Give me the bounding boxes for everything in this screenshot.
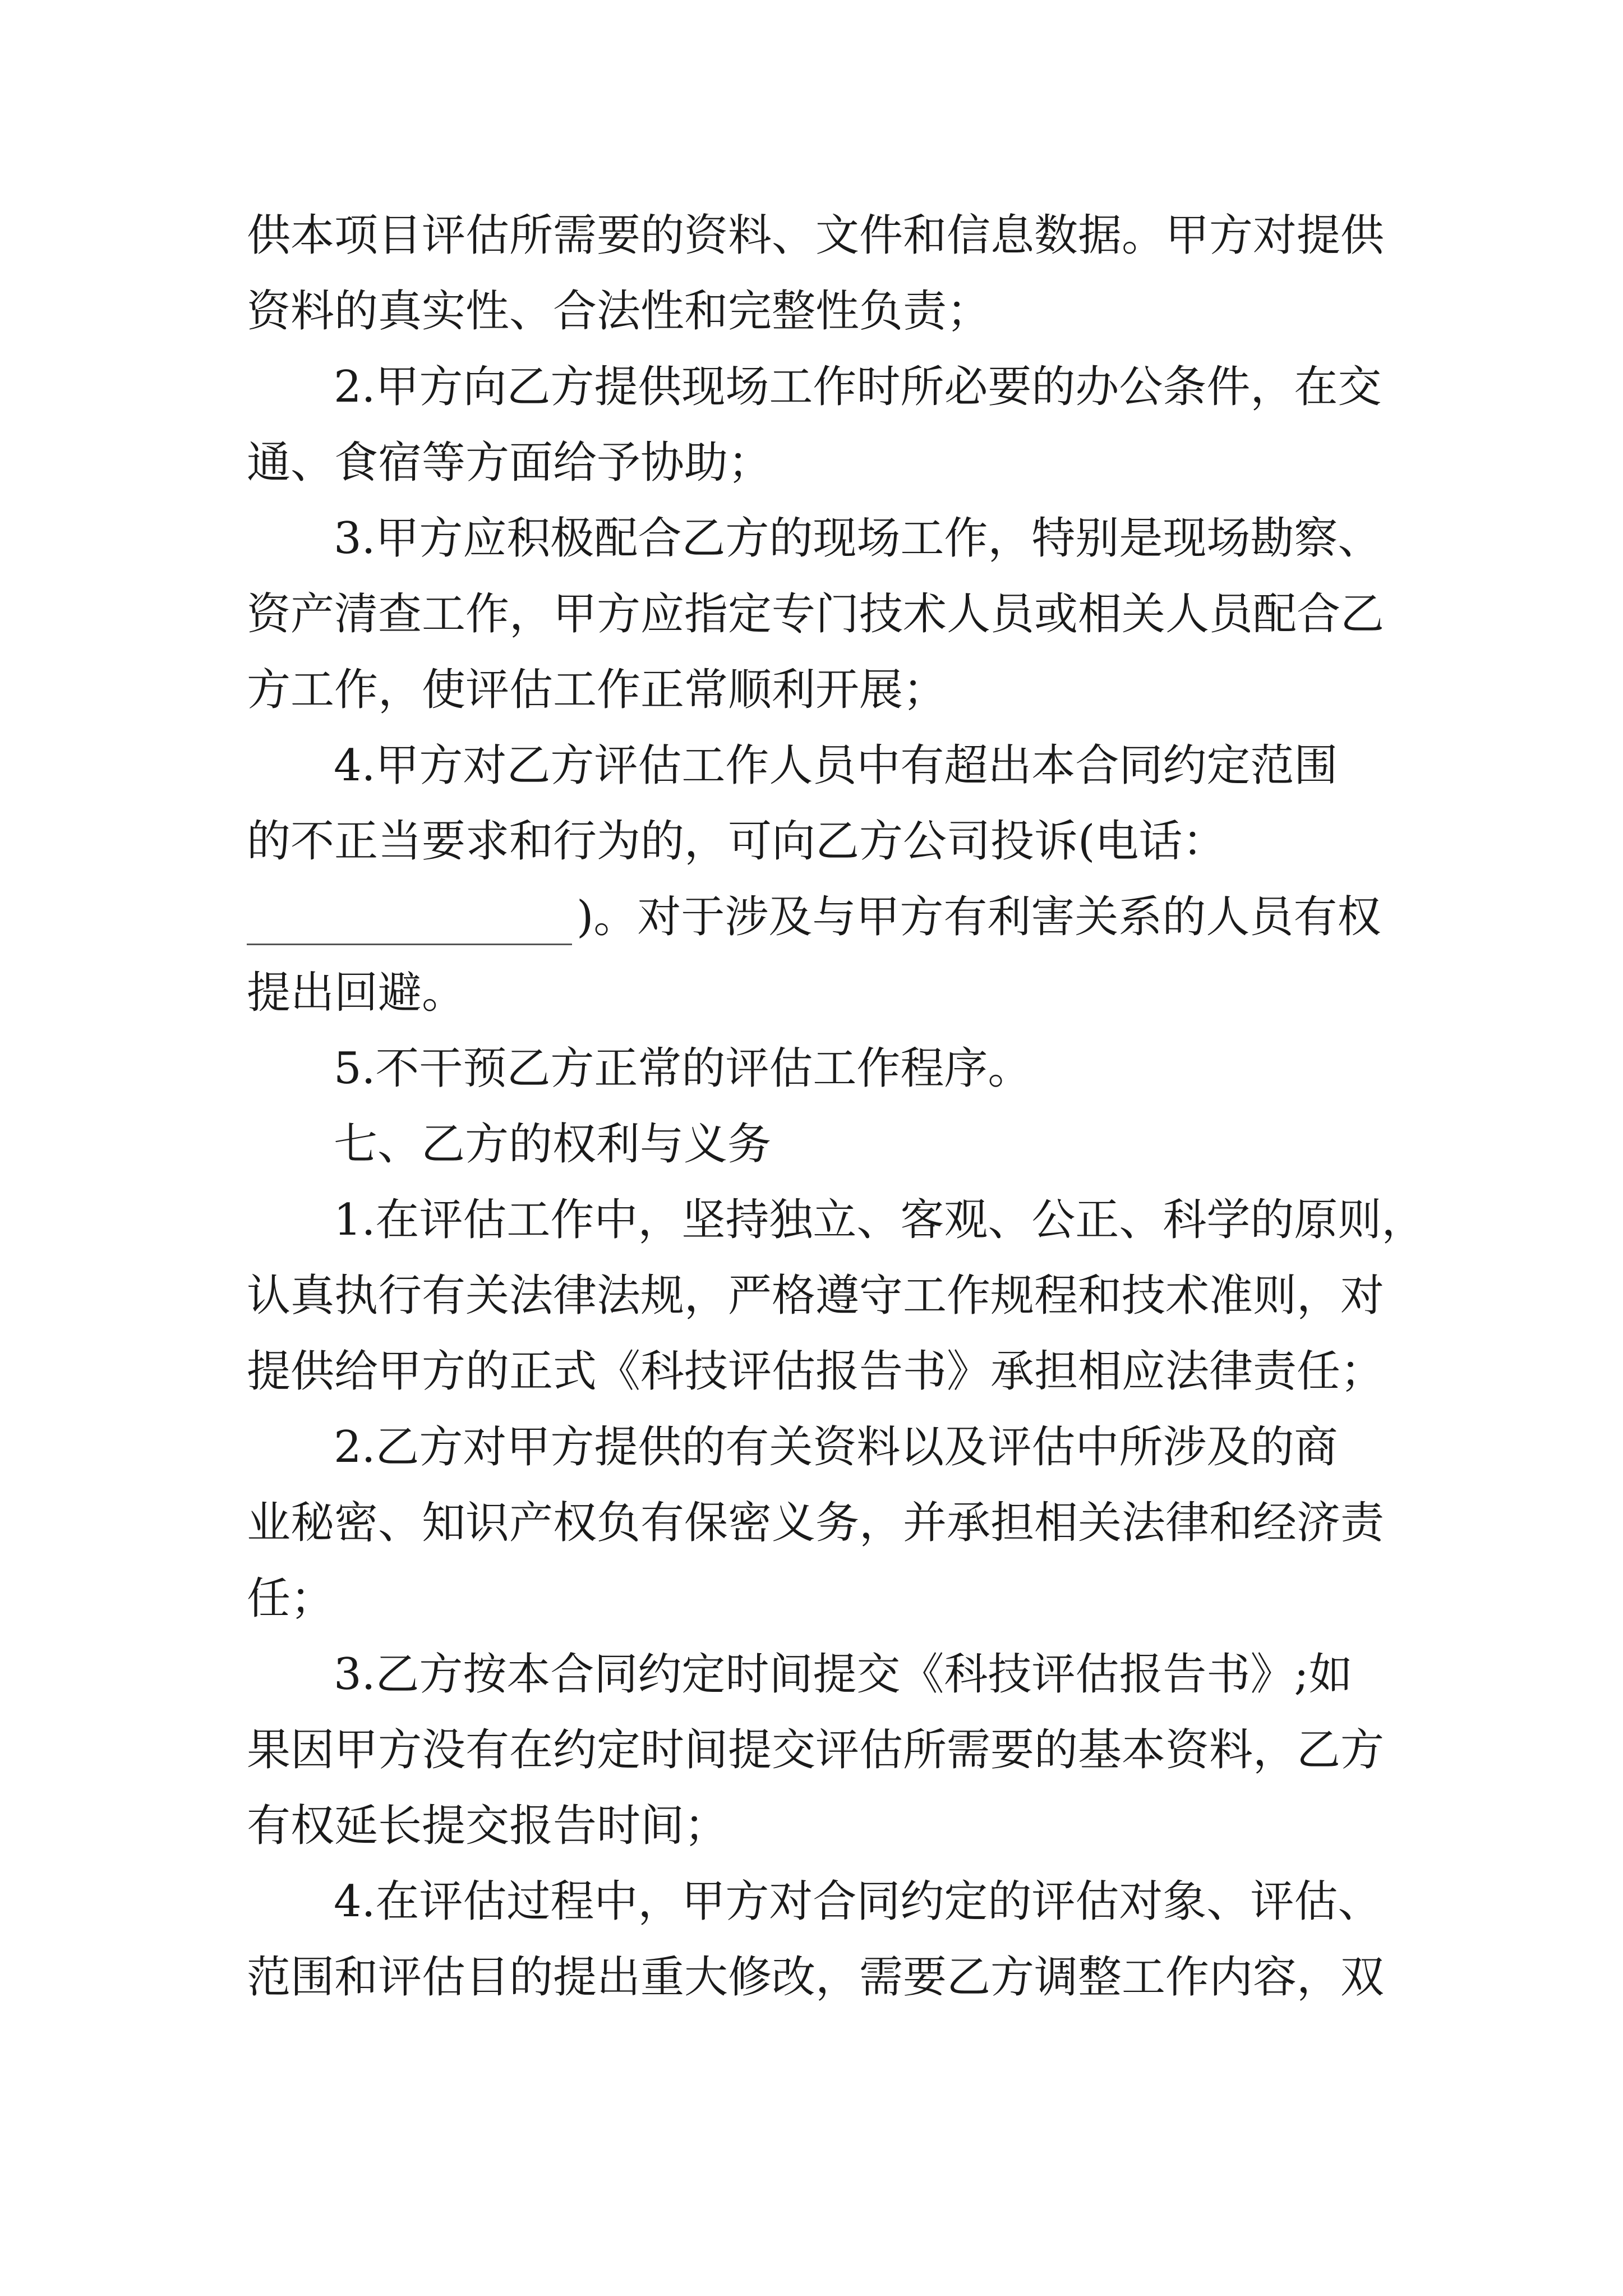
text-line: 资产清查工作，甲方应指定专门技术人员或相关人员配合乙: [247, 589, 1385, 639]
text-line: 3.乙方按本合同约定时间提交《科技评估报告书》;如: [334, 1649, 1353, 1700]
text-line: 业秘密、知识产权负有保密义务，并承担相关法律和经济责: [247, 1498, 1385, 1548]
text-line: 认真执行有关法律法规，严格遵守工作规程和技术准则，对: [247, 1271, 1385, 1321]
phone-line: [247, 889, 1381, 945]
text-line: 有权延长提交报告时间；: [247, 1801, 728, 1851]
text-line: 5.不干预乙方正常的评估工作程序。: [334, 1043, 1032, 1094]
text-line: 范围和评估目的提出重大修改，需要乙方调整工作内容，双: [247, 1952, 1385, 2003]
text-line: 1.在评估工作中，坚持独立、客观、公正、科学的原则，: [334, 1195, 1426, 1245]
phone-blank-field: [247, 904, 572, 945]
text-line: 供本项目评估所需要的资料、文件和信息数据。甲方对提供: [247, 210, 1385, 261]
text-line: 3.甲方应积极配合乙方的现场工作，特别是现场勘察、: [334, 513, 1382, 564]
text-line: 方工作，使评估工作正常顺利开展；: [247, 665, 947, 715]
text-line: 通、食宿等方面给予协助；: [247, 438, 772, 488]
text-line: 提供给甲方的正式《科技评估报告书》承担相应法律责任；: [247, 1346, 1385, 1397]
text-line: 4.甲方对乙方评估工作人员中有超出本合同约定范围: [334, 740, 1338, 791]
text-line-tail: )。对于涉及与甲方有利害关系的人员有权: [577, 892, 1381, 942]
text-line: 2.甲方向乙方提供现场工作时所必要的办公条件，在交: [334, 362, 1382, 412]
text-line: 果因甲方没有在约定时间提交评估所需要的基本资料，乙方: [247, 1725, 1385, 1775]
section-heading: 七、乙方的权利与义务: [334, 1119, 772, 1170]
text-line: 4.在评估过程中，甲方对合同约定的评估对象、评估、: [334, 1876, 1382, 1927]
text-line: 提出回避。: [247, 968, 466, 1018]
text-line: 资料的真实性、合法性和完整性负责；: [247, 286, 991, 337]
text-line: 任；: [247, 1573, 335, 1624]
text-line: 的不正当要求和行为的，可向乙方公司投诉(电话：: [247, 816, 1227, 867]
text-line: 2.乙方对甲方提供的有关资料以及评估中所涉及的商: [334, 1422, 1338, 1473]
